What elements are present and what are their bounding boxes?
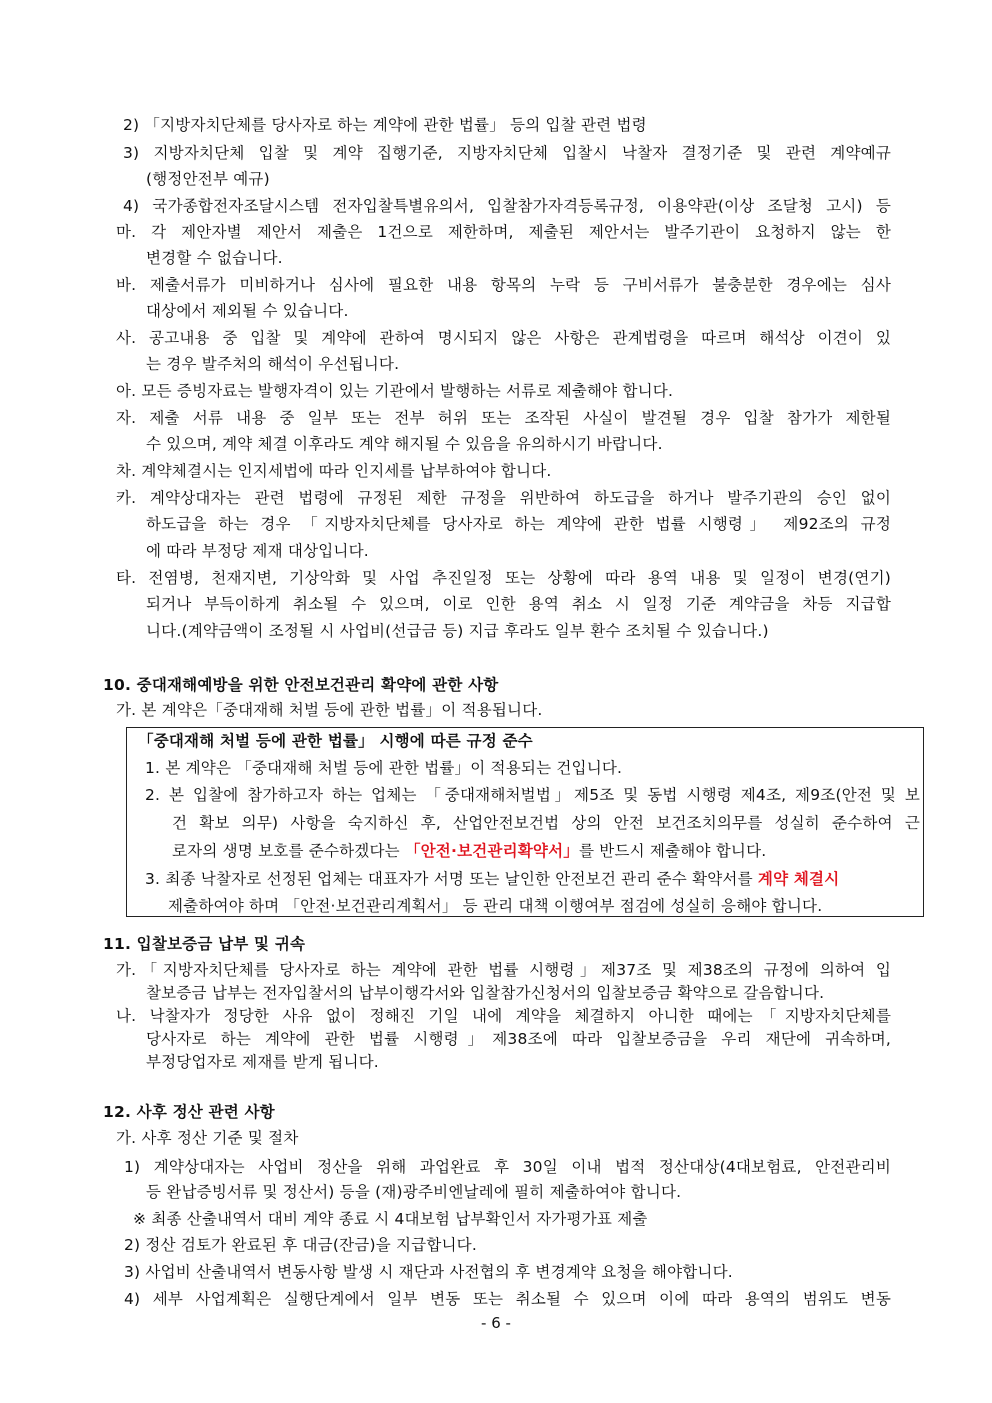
section-11-item-na-line3: 부정당업자로 제재를 받게 됩니다.: [146, 1053, 379, 1071]
section-12-item-ga: 가. 사후 정산 기준 및 절차: [116, 1129, 299, 1147]
settlement-step-1-line1: 1) 계약상대자는 사업비 정산을 위해 과업완료 후 30일 이내 법적 정산대상(4대보험료, 안전관리비: [124, 1158, 891, 1176]
settlement-note: ※ 최종 산출내역서 대비 계약 종료 시 4대보험 납부확인서 자가평가표 제출: [133, 1210, 648, 1228]
compliance-box-title: 「중대재해 처벌 등에 관한 법률」 시행에 따른 규정 준수: [138, 732, 533, 750]
compliance-point-3-text: 3. 최종 낙찰자로 선정된 업체는 대표자가 서명 또는 날인한 안전보건 관리 준수 확약서를: [145, 870, 758, 888]
page-number: - 6 -: [481, 1314, 511, 1332]
settlement-step-1-line2: 등 완납증빙서류 및 정산서) 등을 (재)광주비엔날레에 필히 제출하여야 합니다.: [146, 1183, 682, 1201]
item-ma-line2: 변경할 수 없습니다.: [146, 249, 283, 267]
section-11-item-na-line2: 당사자로 하는 계약에 관한 법률 시행령」제38조에 따라 입찰보증금을 우리 재단에 귀속하며,: [146, 1030, 891, 1048]
compliance-point-2-text: 로자의 생명 보호를 준수하겠다는: [172, 842, 405, 860]
section-11-item-ga-line1: 가.「지방자치단체를 당사자로 하는 계약에 관한 법률 시행령」제37조 및 제38조의 규정에 의하여 입: [116, 961, 891, 979]
compliance-point-2-line2: 건 확보 의무) 사항을 숙지하신 후, 산업안전보건법 상의 안전 보건조치의무를 성실히 준수하여 근: [172, 814, 920, 832]
item-cha: 차. 계약체결시는 인지세법에 따라 인지세를 납부하여야 합니다.: [116, 462, 552, 480]
item-a: 아. 모든 증빙자료는 발행자격이 있는 기관에서 발행하는 서류로 제출해야 합니다.: [116, 382, 674, 400]
section-11-item-ga-line2: 찰보증금 납부는 전자입찰서의 납부이행각서와 입찰참가신청서의 입찰보증금 확약으로 갈음합니다.: [146, 984, 825, 1002]
item-ta-line1: 타. 전염병, 천재지변, 기상악화 및 사업 추진일정 또는 상황에 따라 용역 내용 및 일정이 변경(연기): [116, 569, 891, 587]
item-ka-line3: 에 따라 부정당 제재 대상입니다.: [146, 542, 369, 560]
item-ma-line1: 마. 각 제안자별 제안서 제출은 1건으로 제한하며, 제출된 제안서는 발주기관이 요청하지 않는 한: [116, 223, 891, 241]
item-ja-line1: 자. 제출 서류 내용 중 일부 또는 전부 허위 또는 조작된 사실이 발견될 경우 입찰 참가가 제한될: [116, 409, 892, 427]
law-item-4: 4) 국가종합전자조달시스템 전자입찰특별유의서, 입찰참가자격등록규정, 이용약관(이상 조달청 고시) 등: [123, 197, 891, 215]
compliance-point-3-line2: 제출하여야 하며 「안전·보건관리계획서」 등 관리 대책 이행여부 점검에 성실히 응해야 합니다.: [168, 897, 823, 915]
section-10-heading: 10. 중대재해예방을 위한 안전보건관리 확약에 관한 사항: [103, 676, 499, 694]
compliance-point-2-line3: [172, 841, 766, 861]
item-ka-line2: 하도급을 하는 경우 「지방자치단체를 당사자로 하는 계약에 관한 법률 시행령」 제92조의 규정: [146, 515, 891, 533]
settlement-step-2: 2) 정산 검토가 완료된 후 대금(잔금)을 지급합니다.: [124, 1236, 477, 1254]
safety-pledge-emphasis: 「안전·보건관리확약서」: [404, 842, 579, 860]
law-item-3-line2: (행정안전부 예규): [146, 170, 270, 188]
item-ba-line2: 대상에서 제외될 수 있습니다.: [146, 302, 349, 320]
section-10-item-ga: 가. 본 계약은「중대재해 처벌 등에 관한 법률」이 적용됩니다.: [116, 701, 543, 719]
law-item-2: 2) 「지방자치단체를 당사자로 하는 계약에 관한 법률」 등의 입찰 관련 법령: [123, 116, 647, 134]
item-ta-line3: 니다.(계약금액이 조정될 시 사업비(선급금 등) 지급 후라도 일부 환수 조치될 수 있습니다.): [146, 622, 769, 640]
item-sa-line2: 는 경우 발주처의 해석이 우선됩니다.: [146, 355, 400, 373]
item-ja-line2: 수 있으며, 계약 체결 이후라도 계약 해지될 수 있음을 유의하시기 바랍니다.: [146, 435, 663, 453]
compliance-point-1: 1. 본 계약은 「중대재해 처벌 등에 관한 법률」이 적용되는 건입니다.: [145, 759, 623, 777]
law-item-3-line1: 3) 지방자치단체 입찰 및 계약 집행기준, 지방자치단체 입찰시 낙찰자 결정기준 및 관련 계약예규: [123, 144, 891, 162]
compliance-point-3-line1: [145, 869, 839, 889]
compliance-point-2-tail: 를 반드시 제출해야 합니다.: [578, 842, 767, 860]
item-ba-line1: 바. 제출서류가 미비하거나 심사에 필요한 내용 항목의 누락 등 구비서류가 불충분한 경우에는 심사: [116, 276, 891, 294]
contract-signing-emphasis: 계약 체결시: [757, 870, 840, 888]
section-12-heading: 12. 사후 정산 관련 사항: [103, 1103, 275, 1121]
item-sa-line1: 사. 공고내용 중 입찰 및 계약에 관하여 명시되지 않은 사항은 관계법령을 따르며 해석상 이견이 있: [116, 329, 891, 347]
section-11-heading: 11. 입찰보증금 납부 및 귀속: [103, 935, 306, 953]
item-ta-line2: 되거나 부득이하게 취소될 수 있으며, 이로 인한 용역 취소 시 일정 기준 계약금을 차등 지급합: [146, 595, 891, 613]
settlement-step-4: 4) 세부 사업계획은 실행단계에서 일부 변동 또는 취소될 수 있으며 이에 따라 용역의 범위도 변동: [124, 1290, 891, 1308]
compliance-point-2-line1: 2. 본 입찰에 참가하고자 하는 업체는 「중대재해처벌법」제5조 및 동법 시행령 제4조, 제9조(안전 및 보: [145, 786, 920, 804]
item-ka-line1: 카. 계약상대자는 관련 법령에 규정된 제한 규정을 위반하여 하도급을 하거나 발주기관의 승인 없이: [116, 489, 891, 507]
settlement-step-3: 3) 사업비 산출내역서 변동사항 발생 시 재단과 사전협의 후 변경계약 요청을 해야합니다.: [124, 1263, 733, 1281]
section-11-item-na-line1: 나. 낙찰자가 정당한 사유 없이 정해진 기일 내에 계약을 체결하지 아니한 때에는「지방자치단체를: [116, 1007, 891, 1025]
